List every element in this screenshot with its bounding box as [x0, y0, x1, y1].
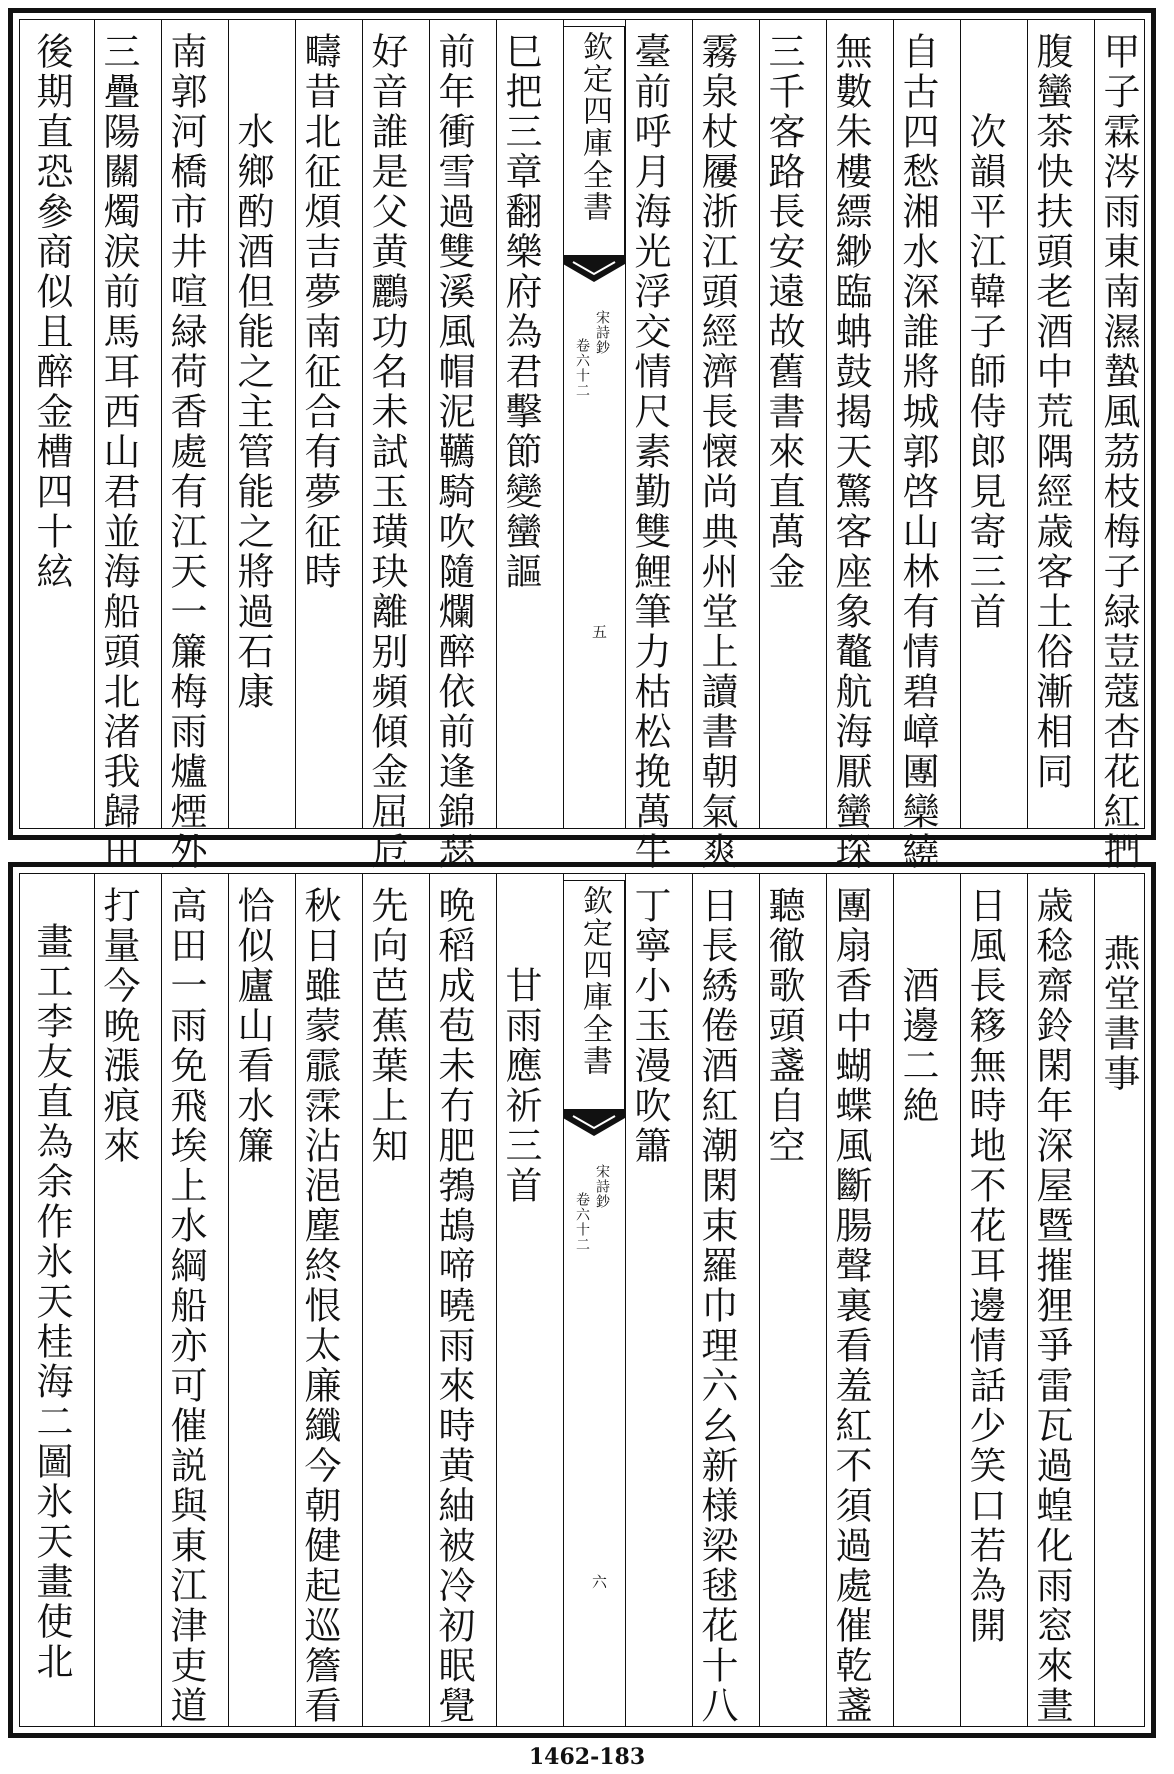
text-column: 高田一雨免飛埃上水綱船亦可催説與東江津吏道	[164, 886, 207, 1726]
column-rule	[161, 874, 162, 1726]
column-rule	[692, 874, 693, 1726]
volume-label: 卷六十二	[574, 338, 590, 398]
text-column: 臺前呼月海光浮交情尺素勤雙鯉筆力枯松挽萬牛	[628, 32, 671, 872]
column-rule	[759, 20, 760, 828]
column-rule	[826, 874, 827, 1726]
text-column: 前年衝雪過雙溪風帽泥韉騎吹隨爛醉依前逢錦瑟	[432, 32, 475, 872]
center-fold	[563, 20, 625, 828]
text-column: 三疊陽關燭淚前馬耳西山君並海船頭北渚我歸田	[97, 32, 140, 872]
book-name: 宋詩鈔	[594, 310, 610, 355]
text-column: 後期直恐參商似且醉金槽四十絃	[30, 32, 73, 592]
poem-title: 酒邊二絶	[896, 966, 939, 1126]
column-rule	[1027, 20, 1028, 828]
column-rule	[1094, 874, 1095, 1726]
column-rule	[759, 874, 760, 1726]
volume-label: 卷六十二	[574, 1192, 590, 1252]
text-column: 甲子霖涔雨東南濕蟄風茘枝梅子緑荳蔻杏花紅捫	[1097, 32, 1140, 872]
column-rule	[496, 20, 497, 828]
book-title: 欽定四庫全書	[563, 26, 625, 256]
fish-tail-mark	[563, 256, 625, 284]
text-column: 日風長簃無時地不花耳邊情話少笑口若為開	[963, 886, 1006, 1646]
column-rule	[625, 20, 626, 828]
column-rule	[295, 874, 296, 1726]
text-column: 無數朱樓縹緲臨蚺鼓揭天驚客座象鼇航海厭蠻琛	[829, 32, 872, 872]
column-rule	[362, 20, 363, 828]
text-column: 團扇香中蝴蝶風斷腸聲裏看羞紅不須過處催乾盞	[829, 886, 872, 1726]
lower-page	[8, 862, 1156, 1738]
page-number: 五	[590, 624, 608, 639]
lower-page-frame	[19, 873, 1145, 1727]
column-rule	[826, 20, 827, 828]
poem-title: 次韻平江韓子師侍郎見寄三首	[963, 112, 1006, 632]
column-rule	[429, 874, 430, 1726]
column-rule	[960, 20, 961, 828]
column-rule	[960, 874, 961, 1726]
text-column: 丁寧小玉漫吹簫	[628, 886, 671, 1166]
column-rule	[893, 20, 894, 828]
text-column: 疇昔北征煩吉夢南征合有夢征時	[298, 32, 341, 592]
page-code: 1462-183	[528, 1744, 646, 1770]
text-column: 秋日雖蒙霢霂沾浥塵終恨太廉纖今朝健起巡簷看	[298, 886, 341, 1726]
text-column: 先向芭蕉葉上知	[365, 886, 408, 1166]
book-title: 欽定四庫全書	[563, 880, 625, 1110]
text-column: 聽徹歌頭盞自空	[762, 886, 805, 1166]
column-rule	[893, 874, 894, 1726]
text-column: 霧泉杖屨浙江頭經濟長懐尚典州堂上讀書朝氣爽	[695, 32, 738, 872]
column-rule	[362, 874, 363, 1726]
text-column: 晩稻成苞未冇肥鵓鴣啼曉雨來時黄紬被冷初眠覺	[432, 886, 475, 1726]
column-rule	[429, 20, 430, 828]
text-column: 巳把三章翻樂府為君擊節變蠻謳	[499, 32, 542, 592]
text-column: 好音誰是父黄鸝功名未試玉璜玦離别頻傾金屈卮	[365, 32, 408, 872]
column-rule	[295, 20, 296, 828]
section-title: 燕堂書事	[1097, 934, 1140, 1094]
column-rule	[496, 874, 497, 1726]
text-column: 歳稔齋鈴閑年深屋暨摧狸爭雷瓦過蝗化雨窓來晝	[1030, 886, 1073, 1726]
text-column: 南郭河橋市井喧緑荷香處有江天一簾梅雨爐煙外	[164, 32, 207, 872]
column-rule	[692, 20, 693, 828]
poem-title: 甘雨應祈三首	[499, 966, 542, 1206]
column-rule	[94, 874, 95, 1726]
column-rule	[1027, 874, 1028, 1726]
text-column: 打量今晩漲痕來	[97, 886, 140, 1166]
column-rule	[625, 874, 626, 1726]
text-column: 恰似廬山看水簾	[231, 886, 274, 1166]
fish-tail-mark	[563, 1110, 625, 1138]
text-column: 三千客路長安遠故舊書來直萬金	[762, 32, 805, 592]
text-column: 日長綉倦酒紅潮閑束羅巾理六幺新様梁毬花十八	[695, 886, 738, 1726]
book-name: 宋詩鈔	[594, 1164, 610, 1209]
upper-page-frame	[19, 19, 1145, 872]
upper-page	[8, 8, 1156, 872]
poem-title: 水鄉酌酒但能之主管能之將過石康	[231, 112, 274, 712]
column-rule	[228, 874, 229, 1726]
text-column: 畫工李友直為余作氷天桂海二圖氷天畫使北	[30, 922, 73, 1682]
column-rule	[1094, 20, 1095, 828]
text-column: 腹蠻茶快扶頭老酒中荒隅經歳客土俗漸相同	[1030, 32, 1073, 792]
text-column: 自古四愁湘水深誰將城郭啓山林有情碧嶂團欒繞	[896, 32, 939, 872]
column-rule	[161, 20, 162, 828]
column-rule	[228, 20, 229, 828]
center-fold	[563, 874, 625, 1726]
column-rule	[94, 20, 95, 828]
page-number: 六	[590, 1574, 608, 1589]
